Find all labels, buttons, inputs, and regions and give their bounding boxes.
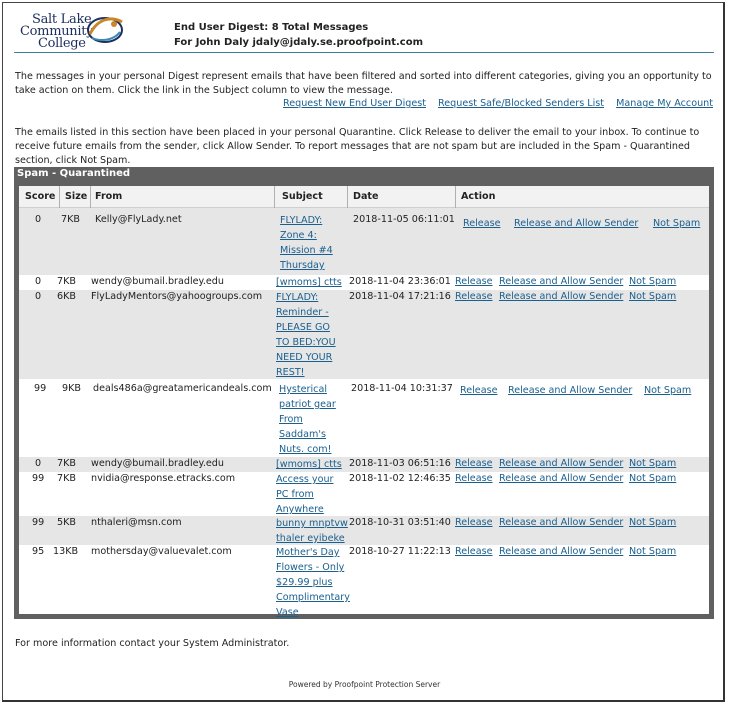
release-allow-sender-button[interactable]: Release and Allow Sender [499, 546, 624, 557]
message-score: 99 [32, 517, 45, 528]
subject-line[interactable]: Flowers - Only [276, 562, 345, 573]
release-button[interactable]: Release [460, 385, 498, 396]
message-date: 2018-10-31 03:51:40 [349, 517, 451, 528]
message-subject-link[interactable] [276, 290, 336, 380]
message-subject-link[interactable] [276, 545, 350, 620]
column-divider [455, 186, 456, 208]
message-sender: Kelly@FlyLady.net [95, 214, 182, 225]
message-score: 0 [35, 276, 42, 287]
subject-line[interactable]: Thursday [280, 260, 325, 271]
subject-line[interactable]: FLYLADY: [276, 292, 319, 303]
digest-title: End User Digest: 8 Total Messages [174, 22, 369, 33]
column-divider [347, 186, 348, 208]
table-row [19, 472, 709, 516]
column-header-from: From [95, 191, 123, 202]
message-score: 0 [35, 458, 42, 469]
message-size: 5KB [57, 517, 76, 528]
message-date: 2018-11-04 17:21:16 [349, 291, 451, 302]
subject-line[interactable]: FLYLADY: [280, 215, 323, 226]
table-row [19, 545, 709, 616]
message-sender: nthaleri@msn.com [91, 517, 182, 528]
subject-line[interactable]: Nuts. com! [279, 444, 332, 455]
college-logo [20, 12, 130, 52]
spam-quarantined-section [14, 167, 714, 619]
message-sender: deals486a@greatamericandeals.com [93, 383, 272, 394]
message-score: 0 [35, 214, 42, 225]
top-links [274, 98, 713, 109]
message-sender: mothersday@valuevalet.com [91, 546, 232, 557]
header-divider [14, 52, 714, 53]
message-score: 99 [34, 383, 47, 394]
release-allow-sender-button[interactable]: Release and Allow Sender [499, 291, 624, 302]
subject-line[interactable]: Saddam's [279, 429, 327, 440]
not-spam-button[interactable]: Not Spam [644, 385, 692, 396]
subject-line[interactable]: PLEASE GO [276, 322, 330, 333]
column-header-action: Action [461, 191, 496, 202]
subject-line[interactable]: $29.99 plus [276, 577, 333, 588]
release-allow-sender-button[interactable]: Release and Allow Sender [508, 385, 633, 396]
subject-line[interactable]: REST! [276, 367, 305, 378]
table-row [19, 290, 709, 379]
subject-line[interactable]: Anywhere [276, 504, 324, 515]
message-date: 2018-11-03 06:51:16 [349, 458, 451, 469]
table-row [19, 516, 709, 545]
footer-contact: For more information contact your System Administrator. [15, 638, 290, 649]
table-row [19, 208, 709, 275]
message-subject-link[interactable] [276, 472, 333, 517]
message-sender: wendy@bumail.bradley.edu [91, 458, 224, 469]
message-date: 2018-11-05 06:11:01 [353, 214, 455, 225]
logo-line-2: Community [20, 24, 94, 39]
message-sender: wendy@bumail.bradley.edu [91, 276, 224, 287]
section-title: Spam - Quarantined [17, 168, 131, 179]
subject-line[interactable]: Mission #4 [280, 245, 333, 256]
not-spam-button[interactable]: Not Spam [629, 546, 677, 557]
message-size: 6KB [57, 291, 76, 302]
request-senders-list-link[interactable]: Request Safe/Blocked Senders List [438, 98, 605, 109]
release-allow-sender-button[interactable]: Release and Allow Sender [499, 473, 624, 484]
message-size: 7KB [57, 473, 76, 484]
logo-swoosh-icon [84, 12, 126, 48]
intro-text: The messages in your personal Digest represent emails that have been filtered and sorted into different categories, giving you an opportunity to take action on them. Click the link in the Subject column to view the message. [15, 71, 712, 96]
column-header-size: Size [65, 191, 88, 202]
not-spam-button[interactable]: Not Spam [629, 517, 677, 528]
release-allow-sender-button[interactable]: Release and Allow Sender [514, 218, 639, 229]
release-button[interactable]: Release [455, 458, 493, 469]
message-subject-link[interactable] [276, 516, 348, 546]
logo-line-1: Salt Lake [32, 12, 92, 27]
message-subject-link[interactable] [276, 275, 342, 290]
message-size: 7KB [61, 214, 80, 225]
table-row [19, 275, 709, 290]
message-size: 13KB [53, 546, 79, 557]
release-button[interactable]: Release [455, 546, 493, 557]
release-allow-sender-button[interactable]: Release and Allow Sender [499, 276, 624, 287]
subject-line[interactable]: TO BED:YOU [276, 337, 336, 348]
message-date: 2018-11-04 10:31:37 [351, 383, 453, 394]
messages-table [19, 186, 709, 618]
subject-line[interactable]: thaler eyibeke [276, 533, 345, 544]
footer-powered-by: Powered by Proofpoint Protection Server [288, 680, 441, 689]
column-divider [274, 186, 275, 208]
release-button[interactable]: Release [455, 517, 493, 528]
subject-line[interactable]: [wmoms] ctts [276, 459, 342, 470]
release-button[interactable]: Release [455, 473, 493, 484]
message-score: 0 [35, 291, 42, 302]
subject-line[interactable]: Vase [276, 607, 299, 618]
request-digest-link[interactable]: Request New End User Digest [282, 98, 426, 109]
column-header-date: Date [353, 191, 379, 202]
subject-line[interactable]: Zone 4: [280, 230, 317, 241]
not-spam-button[interactable]: Not Spam [629, 276, 677, 287]
table-row [19, 457, 709, 472]
column-divider [90, 186, 91, 208]
subject-line[interactable]: Access your [276, 474, 334, 485]
subject-line[interactable]: NEED YOUR [276, 352, 333, 363]
manage-account-link[interactable]: Manage My Account [616, 98, 713, 109]
release-allow-sender-button[interactable]: Release and Allow Sender [499, 517, 624, 528]
message-date: 2018-10-27 11:22:13 [349, 546, 451, 557]
not-spam-button[interactable]: Not Spam [629, 291, 677, 302]
subject-line[interactable]: bunny mnptvw [276, 518, 348, 529]
message-size: 7KB [57, 458, 76, 469]
table-row [19, 379, 709, 457]
message-date: 2018-11-02 12:46:35 [349, 473, 451, 484]
subject-line[interactable]: Hysterical [279, 384, 327, 395]
not-spam-button[interactable]: Not Spam [653, 218, 701, 229]
column-header-subject: Subject [282, 191, 323, 202]
subject-line[interactable]: Complimentary [276, 592, 350, 603]
release-button[interactable]: Release [455, 276, 493, 287]
digest-recipient: For John Daly jdaly@jdaly.se.proofpoint.com [174, 37, 424, 48]
message-subject-link[interactable] [276, 457, 342, 472]
quarantine-note: The emails listed in this section have been placed in your personal Quarantine. Click Release to deliver the email to your inbox. To continue to receive future emails from the sender, click Allow Sender. To report messages that are not spam but are included in the Spam - Quarantined section, click Not Spam. [15, 127, 700, 166]
subject-line[interactable]: PC from [276, 489, 314, 500]
not-spam-button[interactable]: Not Spam [629, 458, 677, 469]
subject-line[interactable]: From [279, 414, 303, 425]
column-header-score: Score [25, 191, 56, 202]
message-score: 95 [32, 546, 45, 557]
message-score: 99 [32, 473, 45, 484]
column-divider [59, 186, 60, 208]
subject-line[interactable]: patriot gear [279, 399, 336, 410]
message-sender: nvidia@response.etracks.com [91, 473, 236, 484]
release-allow-sender-button[interactable]: Release and Allow Sender [499, 458, 624, 469]
release-button[interactable]: Release [455, 291, 493, 302]
message-size: 7KB [57, 276, 76, 287]
not-spam-button[interactable]: Not Spam [629, 473, 677, 484]
message-date: 2018-11-04 23:36:01 [349, 276, 451, 287]
subject-line[interactable]: [wmoms] ctts [276, 277, 342, 288]
message-subject-link[interactable] [280, 213, 333, 273]
message-sender: FlyLadyMentors@yahoogroups.com [91, 291, 263, 302]
message-subject-link[interactable] [279, 382, 336, 457]
release-button[interactable]: Release [463, 218, 501, 229]
subject-line[interactable]: Reminder - [276, 307, 329, 318]
logo-line-3: College [38, 36, 86, 51]
message-size: 9KB [62, 383, 81, 394]
subject-line[interactable]: Mother's Day [276, 547, 340, 558]
